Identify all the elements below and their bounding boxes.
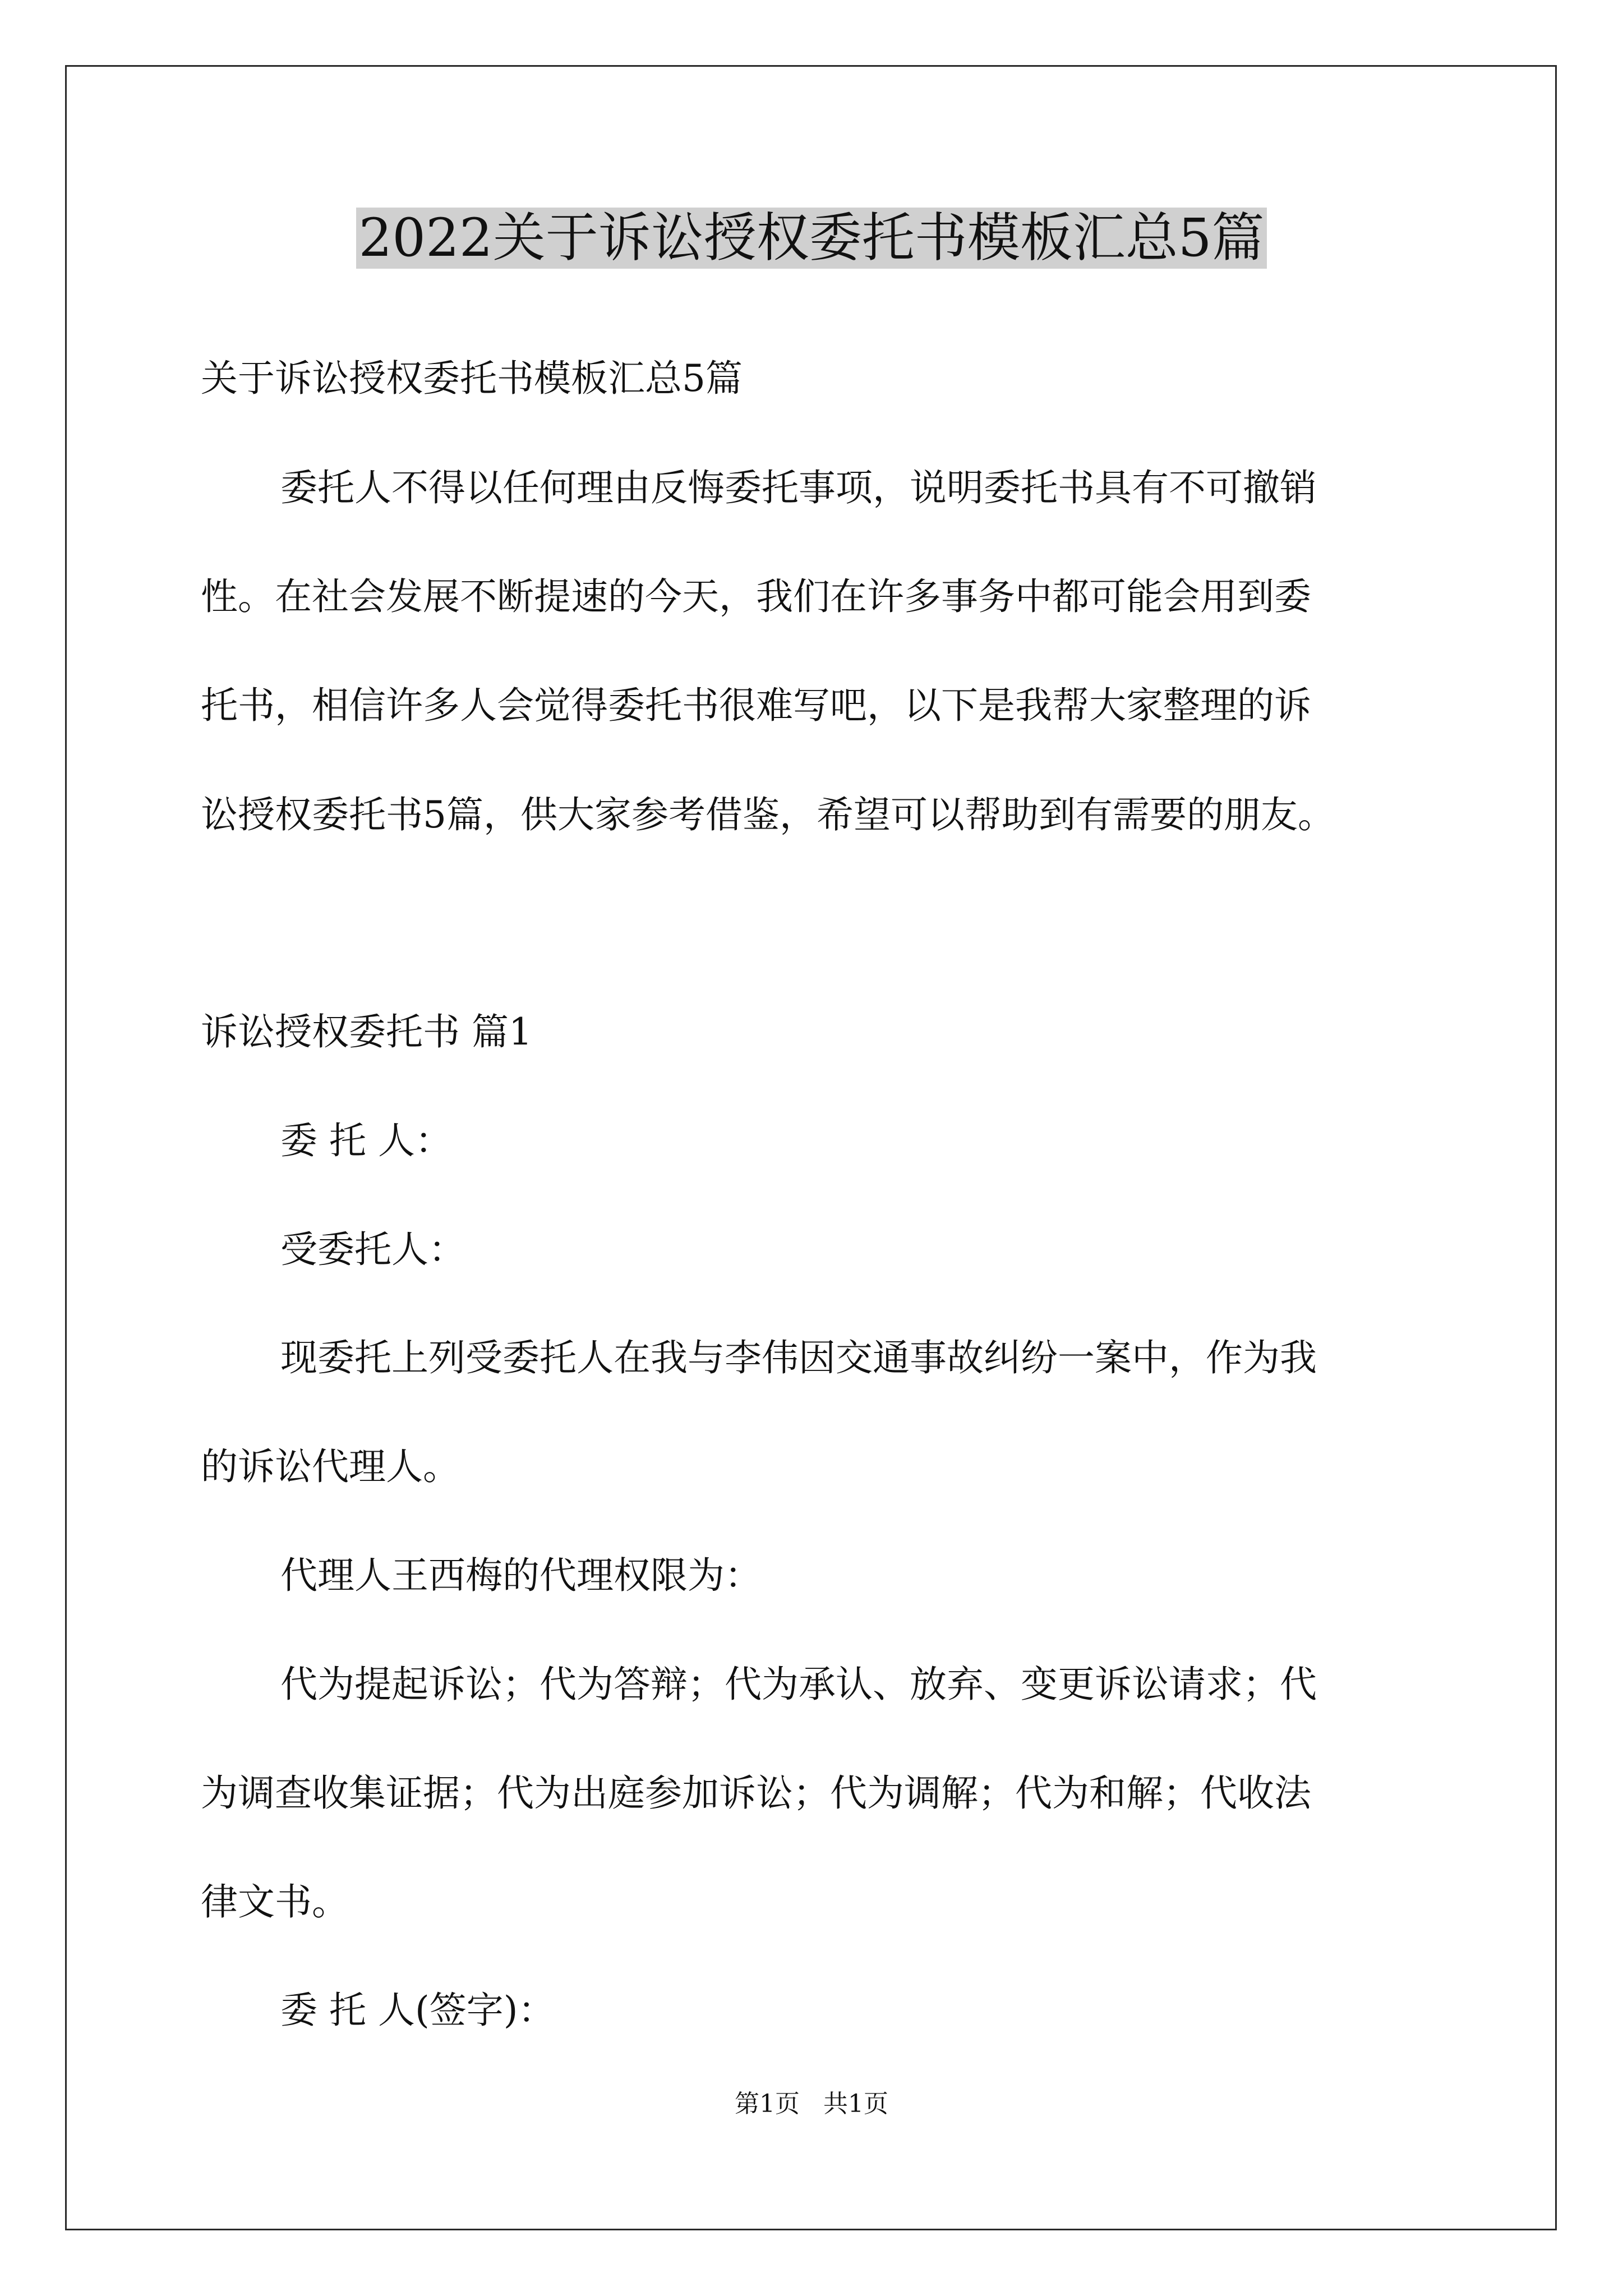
signature-line: 委 托 人(签字)： — [280, 1989, 555, 2032]
principal-label: 委 托 人： — [280, 1119, 452, 1162]
intro-line-4: 讼授权委托书5篇，供大家参考借鉴，希望可以帮助到有需要的朋友。 — [201, 793, 1335, 836]
section-heading: 诉讼授权委托书 篇1 — [201, 1010, 532, 1053]
body-line-1: 现委托上列受委托人在我与李伟因交通事故纠纷一案中，作为我 — [280, 1336, 1317, 1379]
authority-line-2: 为调查收集证据；代为出庭参加诉讼；代为调解；代为和解；代收法 — [201, 1772, 1311, 1815]
authority-line-3: 律文书。 — [201, 1880, 349, 1924]
document-title-text: 2022关于诉讼授权委托书模板汇总5篇 — [356, 208, 1266, 269]
authority-line-1: 代为提起诉讼；代为答辩；代为承认、放弃、变更诉讼请求；代 — [280, 1663, 1317, 1706]
document-subtitle: 关于诉讼授权委托书模板汇总5篇 — [201, 357, 743, 400]
intro-line-2: 性。在社会发展不断提速的今天，我们在许多事务中都可能会用到委 — [201, 575, 1311, 618]
body-line-2: 的诉讼代理人。 — [201, 1445, 460, 1488]
authority-heading: 代理人王西梅的代理权限为： — [280, 1554, 762, 1597]
page-footer: 第1页 共1页 — [735, 2090, 888, 2118]
agent-label: 受委托人： — [280, 1228, 465, 1271]
intro-line-3: 托书，相信许多人会觉得委托书很难写吧，以下是我帮大家整理的诉 — [201, 684, 1311, 727]
document-title — [0, 199, 1623, 278]
intro-line-1: 委托人不得以任何理由反悔委托事项，说明委托书具有不可撤销 — [280, 466, 1317, 509]
